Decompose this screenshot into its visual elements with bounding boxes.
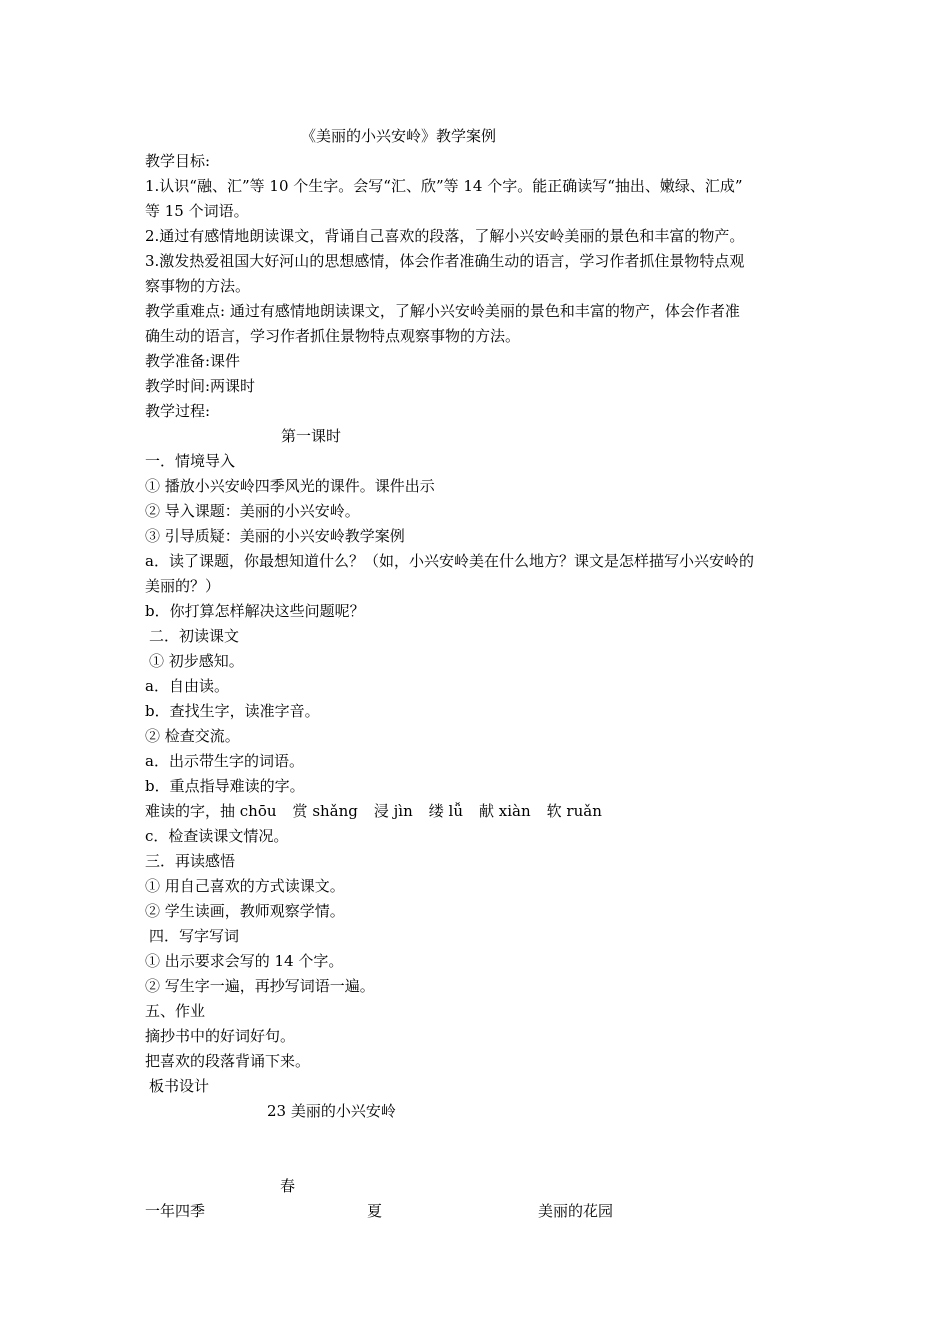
section-1-item-1: ① 播放小兴安岭四季风光的课件。课件出示 [145,477,435,495]
board-row-spring [145,1174,815,1199]
section-2-item-2-a: a．出示带生字的词语。 [145,752,304,770]
document-title: 《美丽的小兴安岭》教学案例 [301,127,497,145]
section-2-item-2-c: c．检查读课文情况。 [145,827,289,845]
hard-char: 抽 chōu [220,802,277,820]
hard-char: 缕 lǚ [428,802,464,820]
section-1-b: b．你打算怎样解决这些问题呢？ [145,602,365,620]
section-5-item-2: 把喜欢的段落背诵下来。 [145,1052,311,1070]
section-2-item-1-a: a．自由读。 [145,677,229,695]
preparation: 教学准备:课件 [145,352,241,370]
objective-1-line-2: 等 15 个词语。 [145,202,249,220]
section-3-item-1: ① 用自己喜欢的方式读课文。 [145,877,345,895]
board-spacer [145,1124,815,1174]
section-1-a-line-1: a．读了课题，你最想知道什么？（如，小兴安岭美在什么地方？课文是怎样描写小兴安岭的 [145,552,754,570]
hard-char: 献 xiàn [479,802,531,820]
section-5-heading: 五、作业 [145,1002,206,1020]
objective-3-line-1: 3.激发热爱祖国大好河山的思想感情，体会作者准确生动的语言，学习作者抓住景物特点观 [145,252,745,270]
section-2-item-2-b: b．重点指导难读的字。 [145,777,305,795]
objective-2: 2.通过有感情地朗读课文，背诵自己喜欢的段落，了解小兴安岭美丽的景色和丰富的物产。 [145,227,745,245]
section-5-item-1: 摘抄书中的好词好句。 [145,1027,296,1045]
section-2-item-1: ① 初步感知。 [149,652,244,670]
keypoints-line-2: 确生动的语言，学习作者抓住景物特点观察事物的方法。 [145,327,521,345]
section-2-item-2: ② 检查交流。 [145,727,240,745]
board-garden: 美丽的花园 [538,1202,614,1220]
section-1-item-2: ② 导入课题：美丽的小兴安岭。 [145,502,360,520]
board-title: 23 美丽的小兴安岭 [267,1102,396,1120]
section-2-item-1-b: b．查找生字，读准字音。 [145,702,320,720]
hard-char: 软 ruǎn [546,802,602,820]
section-1-heading: 一．情境导入 [145,452,236,470]
section-4-heading: 四．写字写词 [149,927,240,945]
section-3-item-2: ② 学生读画，教师观察学情。 [145,902,345,920]
lesson-heading: 第一课时 [281,427,342,445]
hard-characters-line [145,799,815,824]
section-1-a-line-2: 美丽的？） [145,577,221,595]
board-year: 一年四季 [145,1202,206,1220]
hard-char: 浸 jìn [373,802,413,820]
objectives-heading: 教学目标: [145,152,211,170]
board-summer: 夏 [367,1202,383,1220]
keypoints-line-1: 教学重难点: 通过有感情地朗读课文，了解小兴安岭美丽的景色和丰富的物产，体会作者准 [145,302,740,320]
section-2-heading: 二．初读课文 [149,627,240,645]
hard-characters-label: 难读的字， [145,802,221,820]
board-spring: 春 [280,1177,296,1195]
section-4-item-1: ① 出示要求会写的 14 个字。 [145,952,344,970]
document-body [145,124,815,1224]
section-4-item-2: ② 写生字一遍，再抄写词语一遍。 [145,977,375,995]
board-row-main [145,1199,815,1224]
section-3-heading: 三．再读感悟 [145,852,236,870]
objective-3-line-2: 察事物的方法。 [145,277,251,295]
section-1-item-3: ③ 引导质疑：美丽的小兴安岭教学案例 [145,527,405,545]
board-heading: 板书设计 [149,1077,210,1095]
objective-1-line-1: 1.认识“融、汇”等 10 个生字。会写“汇、欣”等 14 个字。能正确读写“抽出、嫩绿、汇成” [145,177,743,195]
process-heading: 教学过程: [145,402,211,420]
hard-char: 赏 shǎng [292,802,358,820]
duration: 教学时间:两课时 [145,377,256,395]
